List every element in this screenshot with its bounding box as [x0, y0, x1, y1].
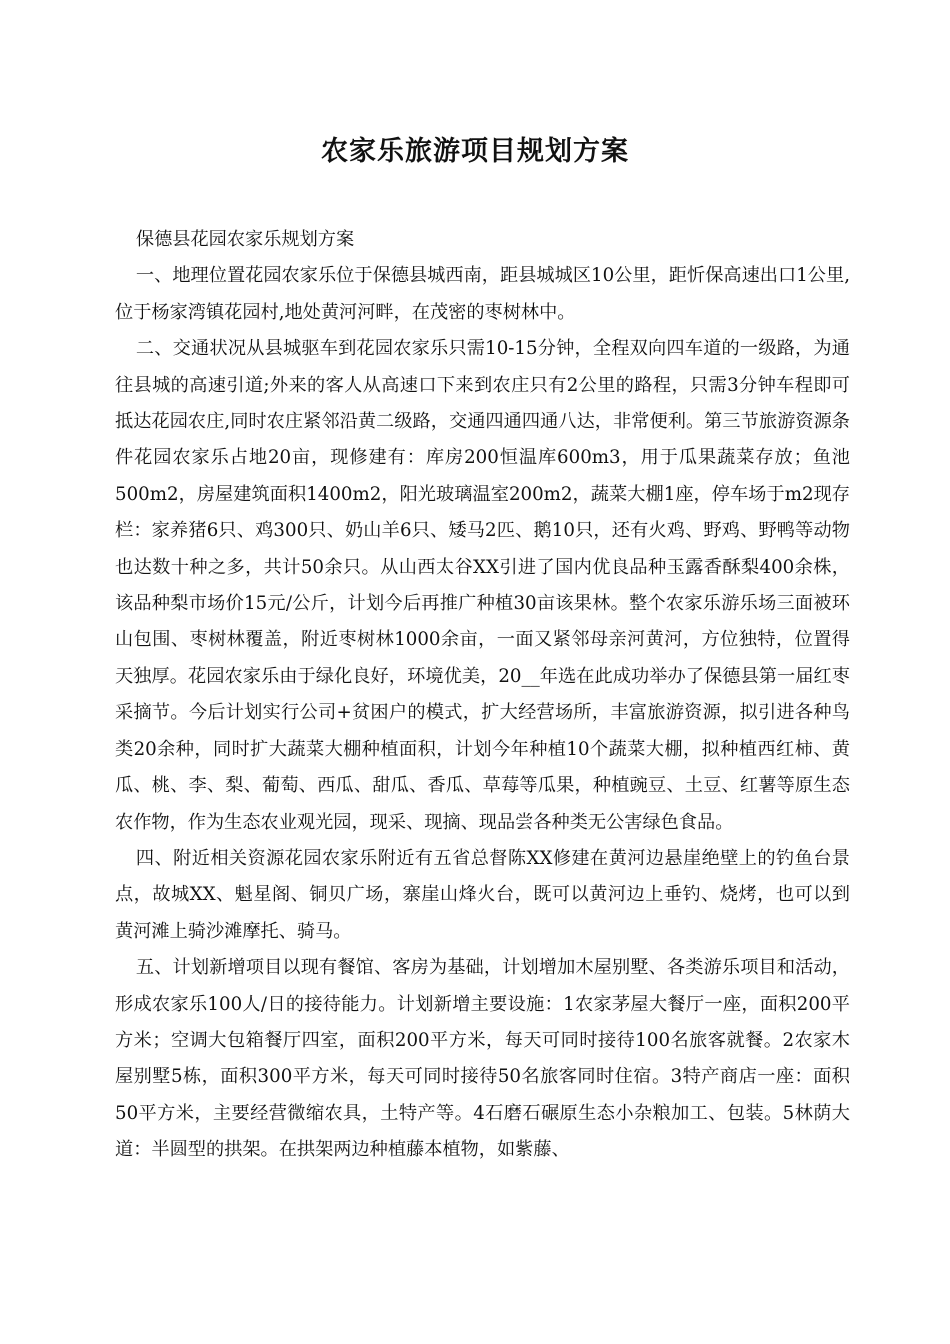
- paragraph-nearby-resources: 四、附近相关资源花园农家乐附近有五省总督陈XX修建在黄河边悬崖绝壁上的钓鱼台景点，故城XX、魁星阁、铜贝广场，寨崖山烽火台，既可以黄河边上垂钓、烧烤，也可以到黄河滩上骑沙滩摩托、骑马。: [115, 847, 850, 942]
- document-body: [115, 222, 850, 1169]
- paragraph-location: 一、地理位置花园农家乐位于保德县城西南，距县城城区10公里，距忻保高速出口1公里,位于杨家湾镇花园村,地处黄河河畔，在茂密的枣树林中。: [115, 265, 850, 323]
- paragraph-new-projects: 五、计划新增项目以现有餐馆、客房为基础，计划增加木屋别墅、各类游乐项目和活动，形成农家乐100人/日的接待能力。计划新增主要设施：1农家茅屋大餐厅一座，面积200平方米；空调大包箱餐厅四室，面积200平方米，每天可同时接待100名旅客就餐。2农家木屋别墅5栋，面积300平方米，每天可同时接待50名旅客同时住宿。3特产商店一座：面积50平方米，主要经营微缩农具，土特产等。4石磨石碾原生态小杂粮加工、包装。5林荫大道：半圆型的拱架。在拱架两边种植藤本植物，如紫藤、: [115, 957, 850, 1161]
- paragraph-transport-resources: 二、交通状况从县城驱车到花园农家乐只需10-15分钟，全程双向四车道的一级路，为通往县城的高速引道;外来的客人从高速口下来到农庄只有2公里的路程，只需3分钟车程即可抵达花园农庄,同时农庄紧邻沿黄二级路，交通四通四通八达，非常便利。第三节旅游资源条件花园农家乐占地20亩，现修建有：库房200恒温库600m3，用于瓜果蔬菜存放；鱼池500m2，房屋建筑面积1400m2，阳光玻璃温室200m2，蔬菜大棚1座，停车场于m2现存栏：家养猪6只、鸡300只、奶山羊6只、矮马2匹、鹅10只，还有火鸡、野鸡、野鸭等动物也达数十种之多，共计50余只。从山西太谷XX引进了国内优良品种玉露香酥梨400余株，该品种梨市场价15元/公斤，计划今后再推广种植30亩该果林。整个农家乐游乐场三面被环山包围、枣树林覆盖，附近枣树林1000余亩，一面又紧邻母亲河黄河，方位独特，位置得天独厚。花园农家乐由于绿化良好，环境优美，20__年选在此成功举办了保德县第一届红枣采摘节。今后计划实行公司+贫困户的模式，扩大经营场所，丰富旅游资源，拟引进各种鸟类20余种，同时扩大蔬菜大棚种植面积，计划今年种植10个蔬菜大棚，拟种植西红柿、黄瓜、桃、李、梨、葡萄、西瓜、甜瓜、香瓜、草莓等瓜果，种植豌豆、土豆、红薯等原生态农作物，作为生态农业观光园，现采、现摘、现品尝各种类无公害绿色食品。: [115, 338, 850, 833]
- paragraph-subtitle: 保德县花园农家乐规划方案: [135, 229, 355, 250]
- document-title: 农家乐旅游项目规划方案: [321, 136, 629, 167]
